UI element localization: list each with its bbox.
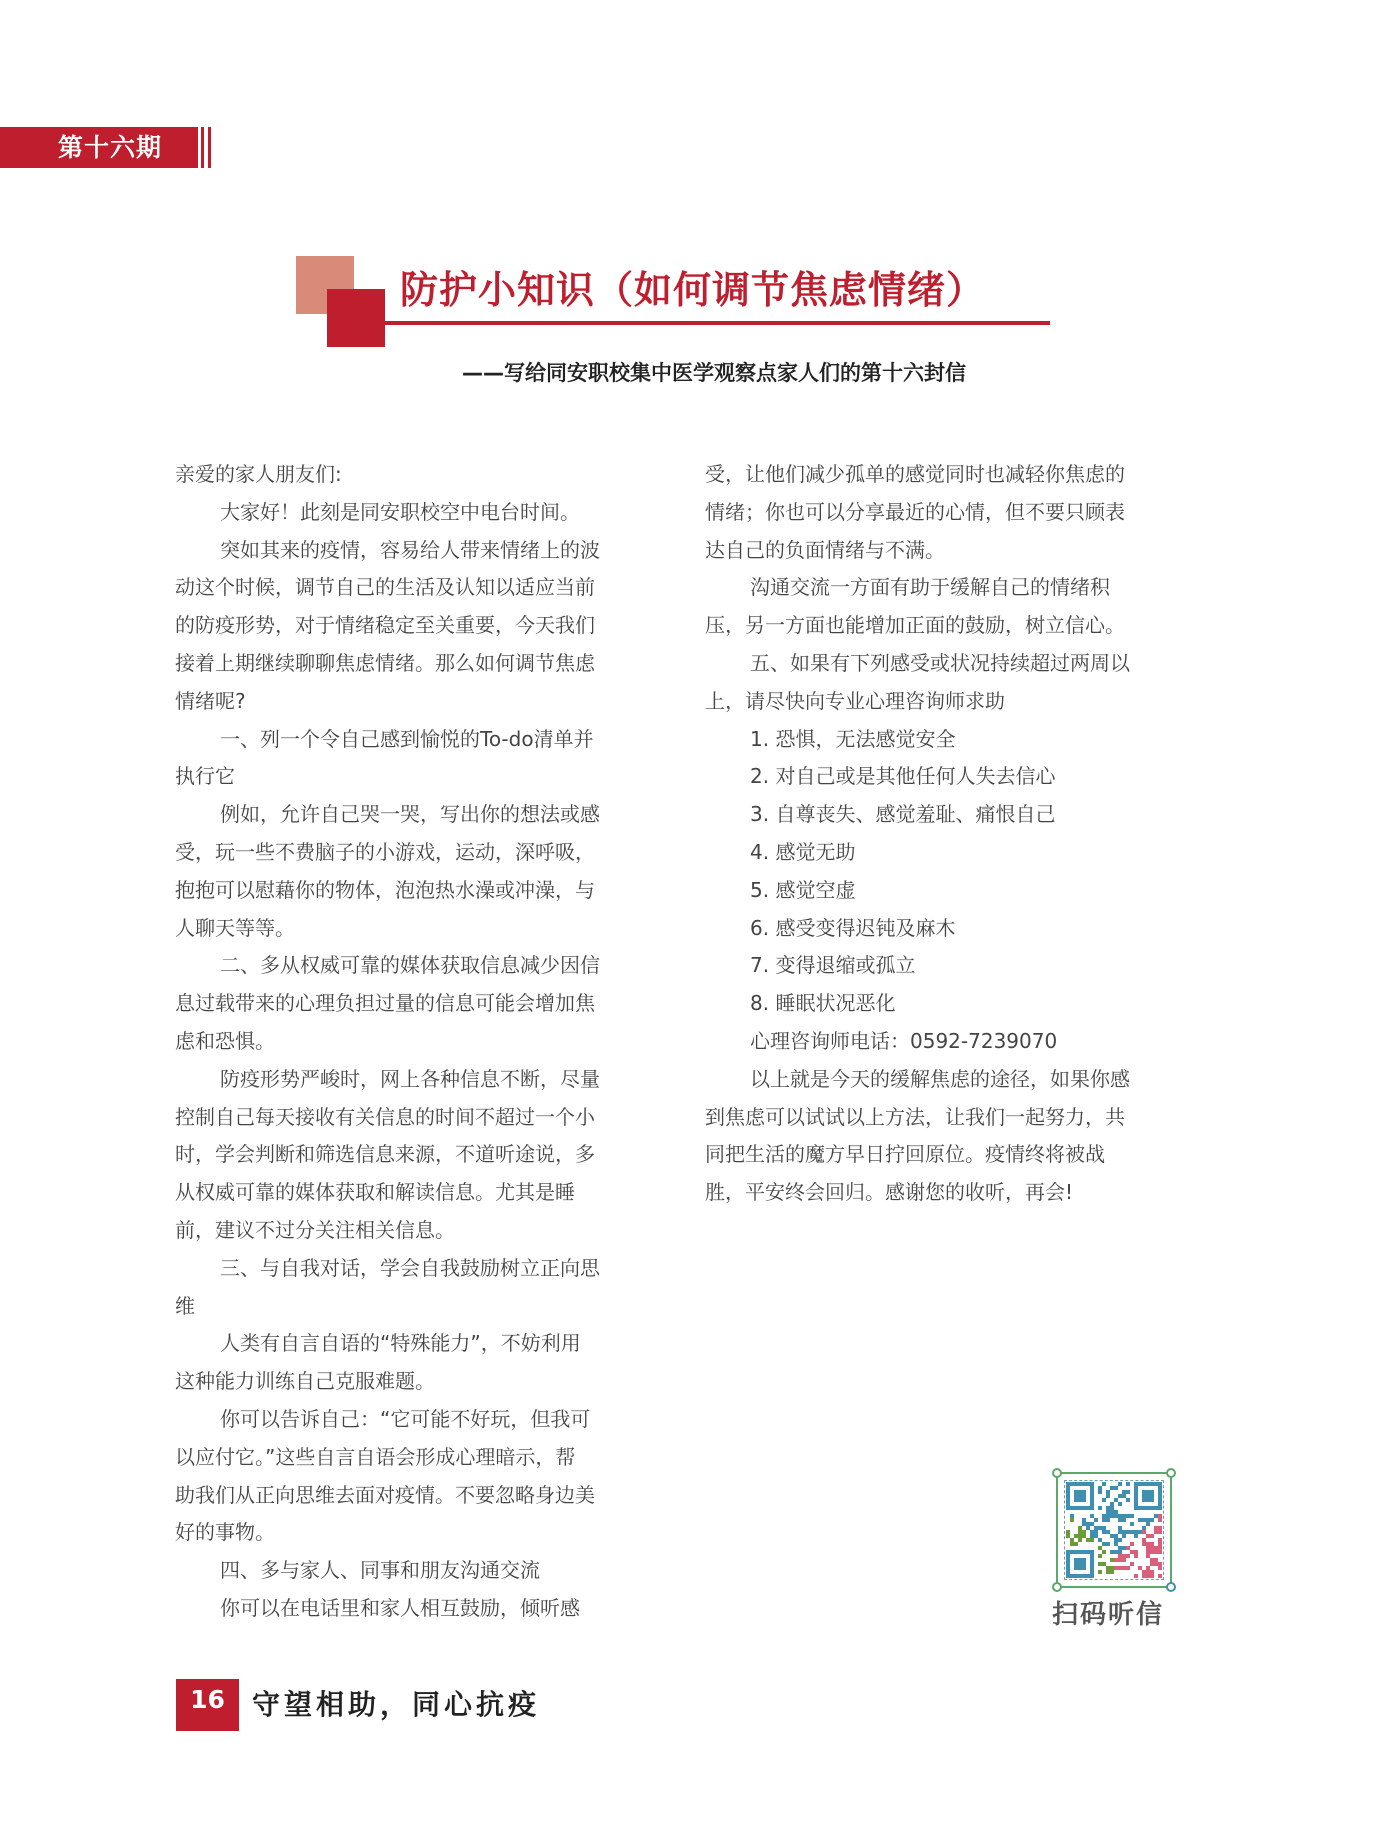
qr-module	[1078, 1526, 1082, 1530]
qr-module	[1110, 1502, 1114, 1506]
qr-module	[1158, 1566, 1162, 1570]
qr-module	[1118, 1558, 1122, 1562]
paragraph-line: 从权威可靠的媒体获取和解读信息。尤其是睡	[175, 1180, 575, 1205]
qr-module	[1098, 1526, 1102, 1530]
qr-module	[1070, 1538, 1074, 1542]
qr-corner-dot	[1052, 1468, 1062, 1478]
qr-module	[1146, 1574, 1150, 1578]
qr-module	[1090, 1538, 1094, 1542]
qr-module	[1118, 1514, 1122, 1518]
qr-module	[1086, 1538, 1090, 1542]
qr-module	[1150, 1542, 1154, 1546]
qr-module	[1150, 1570, 1154, 1574]
qr-module	[1110, 1550, 1114, 1554]
qr-module	[1102, 1542, 1106, 1546]
qr-finder-center	[1074, 1490, 1086, 1502]
paragraph-line: 大家好！此刻是同安职校空中电台时间。	[220, 499, 580, 524]
qr-module	[1114, 1498, 1118, 1502]
qr-module	[1122, 1530, 1126, 1534]
qr-module	[1142, 1570, 1146, 1574]
paragraph-line: 7. 变得退缩或孤立	[750, 953, 916, 978]
qr-finder-center	[1142, 1490, 1154, 1502]
paragraph-line: 沟通交流一方面有助于缓解自己的情绪积	[750, 575, 1110, 600]
article-subtitle: ——写给同安职校集中医学观察点家人们的第十六封信	[462, 361, 966, 385]
paragraph-line: 同把生活的魔方早日拧回原位。疫情终将被战	[705, 1142, 1105, 1167]
qr-module	[1134, 1550, 1138, 1554]
paragraph-line: 息过载带来的心理负担过量的信息可能会增加焦	[175, 991, 595, 1016]
qr-module	[1090, 1530, 1094, 1534]
qr-module	[1134, 1574, 1138, 1578]
qr-module	[1114, 1534, 1118, 1538]
qr-module	[1142, 1530, 1146, 1534]
paragraph-line: 动这个时候，调节自己的生活及认知以适应当前	[175, 575, 595, 600]
qr-module	[1066, 1530, 1070, 1534]
qr-module	[1158, 1526, 1162, 1530]
qr-module	[1078, 1538, 1082, 1542]
qr-module	[1138, 1518, 1142, 1522]
paragraph-line: 五、如果有下列感受或状况持续超过两周以	[750, 650, 1130, 675]
paragraph-line: 虑和恐惧。	[175, 1028, 275, 1053]
paragraph-line: 2. 对自己或是其他任何人失去信心	[750, 764, 1056, 789]
paragraph-line: 到焦虑可以试试以上方法，让我们一起努力，共	[705, 1104, 1125, 1129]
qr-module	[1118, 1494, 1122, 1498]
paragraph-line: 接着上期继续聊聊焦虑情绪。那么如何调节焦虑	[175, 650, 595, 675]
qr-module	[1118, 1526, 1122, 1530]
qr-module	[1098, 1570, 1102, 1574]
banner-stripe	[201, 127, 204, 168]
qr-module	[1146, 1546, 1150, 1550]
qr-module	[1102, 1514, 1106, 1518]
qr-label: 扫码听信	[1052, 1600, 1165, 1630]
paragraph-line: 以上就是今天的缓解焦虑的途径，如果你感	[750, 1066, 1130, 1091]
qr-module	[1158, 1550, 1162, 1554]
paragraph-line: 例如，允许自己哭一哭，写出你的想法或感	[220, 802, 600, 827]
qr-module	[1110, 1506, 1114, 1510]
qr-code-icon[interactable]	[1056, 1472, 1172, 1588]
title-underline	[385, 321, 1050, 325]
qr-module	[1110, 1558, 1114, 1562]
qr-module	[1106, 1530, 1110, 1534]
qr-module	[1110, 1486, 1114, 1490]
paragraph-line: 好的事物。	[175, 1520, 275, 1545]
qr-module	[1070, 1518, 1074, 1522]
paragraph-line: 胜，平安终会回归。感谢您的收听，再会!	[705, 1180, 1074, 1205]
qr-module	[1130, 1550, 1134, 1554]
qr-module	[1094, 1534, 1098, 1538]
paragraph-line: 达自己的负面情绪与不满。	[705, 537, 945, 562]
paragraph-line: 心理咨询师电话：0592-7239070	[750, 1028, 1058, 1053]
qr-module	[1106, 1494, 1110, 1498]
qr-module	[1078, 1534, 1082, 1538]
qr-module	[1126, 1566, 1130, 1570]
qr-module	[1118, 1530, 1122, 1534]
qr-module	[1114, 1486, 1118, 1490]
footer-slogan: 守望相助，同心抗疫	[252, 1688, 541, 1721]
qr-module	[1150, 1558, 1154, 1562]
qr-module	[1098, 1490, 1102, 1494]
qr-module	[1158, 1562, 1162, 1566]
qr-module	[1154, 1514, 1158, 1518]
qr-module	[1114, 1542, 1118, 1546]
paragraph-line: 四、多与家人、同事和朋友沟通交流	[220, 1558, 540, 1583]
paragraph-line: 亲爱的家人朋友们:	[175, 462, 342, 486]
paragraph-line: 受，玩一些不费脑子的小游戏，运动，深呼吸，	[175, 839, 595, 864]
qr-module	[1114, 1558, 1118, 1562]
qr-module	[1098, 1506, 1102, 1510]
qr-module	[1070, 1542, 1074, 1546]
qr-module	[1134, 1534, 1138, 1538]
qr-module	[1146, 1550, 1150, 1554]
qr-module	[1142, 1538, 1146, 1542]
qr-module	[1158, 1546, 1162, 1550]
qr-module	[1106, 1514, 1110, 1518]
qr-module	[1126, 1530, 1130, 1534]
qr-module	[1154, 1550, 1158, 1554]
qr-module	[1142, 1542, 1146, 1546]
qr-module	[1106, 1518, 1110, 1522]
paragraph-line: 执行它	[175, 764, 235, 789]
qr-module	[1142, 1526, 1146, 1530]
paragraph-line: 1. 恐惧，无法感觉安全	[750, 726, 956, 751]
qr-module	[1146, 1566, 1150, 1570]
paragraph-line: 3. 自尊丧失、感觉羞耻、痛恨自己	[750, 802, 1056, 827]
qr-pattern	[1066, 1482, 1162, 1578]
qr-module	[1118, 1538, 1122, 1542]
qr-module	[1090, 1522, 1094, 1526]
qr-module	[1106, 1542, 1110, 1546]
qr-module	[1146, 1554, 1150, 1558]
qr-module	[1130, 1562, 1134, 1566]
qr-module	[1110, 1566, 1114, 1570]
paragraph-line: 8. 睡眠状况恶化	[750, 991, 896, 1016]
article-title: 防护小知识（如何调节焦虑情绪）	[400, 268, 986, 312]
qr-module	[1074, 1542, 1078, 1546]
page-number: 16	[190, 1685, 225, 1714]
qr-module	[1150, 1562, 1154, 1566]
qr-module	[1158, 1530, 1162, 1534]
qr-module	[1118, 1566, 1122, 1570]
paragraph-line: 维	[175, 1293, 195, 1318]
qr-module	[1134, 1554, 1138, 1558]
qr-module	[1154, 1546, 1158, 1550]
qr-module	[1146, 1522, 1150, 1526]
qr-module	[1082, 1518, 1086, 1522]
qr-module	[1066, 1534, 1070, 1538]
qr-module	[1158, 1542, 1162, 1546]
qr-module	[1146, 1534, 1150, 1538]
qr-corner-dot	[1166, 1582, 1176, 1592]
qr-module	[1150, 1534, 1154, 1538]
qr-module	[1150, 1574, 1154, 1578]
qr-module	[1070, 1514, 1074, 1518]
banner-stripe	[208, 127, 211, 168]
paragraph-line: 上，请尽快向专业心理咨询师求助	[705, 688, 1005, 713]
qr-module	[1110, 1510, 1114, 1514]
paragraph-line: 这种能力训练自己克服难题。	[175, 1369, 435, 1394]
paragraph-line: 时，学会判断和筛选信息来源，不道听途说，多	[175, 1142, 595, 1167]
qr-module	[1110, 1514, 1114, 1518]
qr-module	[1126, 1554, 1130, 1558]
qr-module	[1146, 1518, 1150, 1522]
qr-module	[1102, 1550, 1106, 1554]
paragraph-line: 人聊天等等。	[175, 915, 295, 940]
qr-module	[1086, 1522, 1090, 1526]
qr-module	[1090, 1514, 1094, 1518]
qr-module	[1106, 1510, 1110, 1514]
paragraph-line: 情绪；你也可以分享最近的心情，但不要只顾表	[705, 499, 1125, 524]
paragraph-line: 4. 感觉无助	[750, 839, 856, 864]
qr-module	[1102, 1518, 1106, 1522]
paragraph-line: 二、多从权威可靠的媒体获取信息减少因信	[220, 953, 600, 978]
qr-module	[1118, 1482, 1122, 1486]
title-decor-square-dark	[327, 289, 385, 347]
paragraph-line: 以应付它。”这些自言自语会形成心理暗示，帮	[175, 1444, 576, 1469]
qr-module	[1118, 1502, 1122, 1506]
qr-module	[1126, 1546, 1130, 1550]
qr-module	[1146, 1570, 1150, 1574]
qr-module	[1134, 1530, 1138, 1534]
qr-module	[1110, 1534, 1114, 1538]
paragraph-line: 人类有自言自语的“特殊能力”，不妨利用	[220, 1331, 581, 1356]
qr-module	[1126, 1514, 1130, 1518]
qr-module	[1110, 1570, 1114, 1574]
qr-module	[1142, 1574, 1146, 1578]
qr-module	[1094, 1518, 1098, 1522]
qr-module	[1154, 1558, 1158, 1562]
qr-module	[1114, 1514, 1118, 1518]
qr-module	[1126, 1482, 1130, 1486]
qr-module	[1126, 1498, 1130, 1502]
qr-module	[1102, 1482, 1106, 1486]
qr-module	[1094, 1526, 1098, 1530]
qr-module	[1154, 1562, 1158, 1566]
paragraph-line: 受，让他们减少孤单的感觉同时也减轻你焦虑的	[705, 462, 1125, 486]
qr-module	[1146, 1542, 1150, 1546]
qr-module	[1130, 1542, 1134, 1546]
qr-module	[1102, 1530, 1106, 1534]
qr-module	[1158, 1574, 1162, 1578]
qr-module	[1106, 1566, 1110, 1570]
paragraph-line: 压，另一方面也能增加正面的鼓励，树立信心。	[705, 613, 1125, 638]
paragraph-line: 突如其来的疫情，容易给人带来情绪上的波	[220, 537, 600, 562]
qr-module	[1102, 1526, 1106, 1530]
qr-corner-dot	[1052, 1582, 1062, 1592]
qr-module	[1114, 1550, 1118, 1554]
qr-module	[1154, 1526, 1158, 1530]
qr-module	[1138, 1530, 1142, 1534]
qr-module	[1122, 1518, 1126, 1522]
qr-module	[1158, 1514, 1162, 1518]
qr-module	[1078, 1530, 1082, 1534]
qr-module	[1114, 1538, 1118, 1542]
qr-module	[1098, 1538, 1102, 1542]
qr-module	[1106, 1570, 1110, 1574]
issue-label: 第十六期	[58, 133, 163, 162]
qr-module	[1130, 1522, 1134, 1526]
qr-module	[1114, 1510, 1118, 1514]
qr-module	[1102, 1498, 1106, 1502]
qr-module	[1154, 1530, 1158, 1534]
qr-module	[1122, 1554, 1126, 1558]
qr-module	[1150, 1550, 1154, 1554]
qr-module	[1122, 1490, 1126, 1494]
qr-module	[1086, 1526, 1090, 1530]
qr-module	[1150, 1546, 1154, 1550]
qr-module	[1122, 1558, 1126, 1562]
qr-module	[1114, 1566, 1118, 1570]
qr-module	[1122, 1494, 1126, 1498]
qr-module	[1098, 1546, 1102, 1550]
qr-module	[1090, 1534, 1094, 1538]
paragraph-line: 控制自己每天接收有关信息的时间不超过一个小	[175, 1104, 595, 1129]
paragraph-line: 的防疫形势，对于情绪稳定至关重要，今天我们	[175, 613, 595, 638]
qr-module	[1106, 1490, 1110, 1494]
qr-module	[1122, 1546, 1126, 1550]
paragraph-line: 助我们从正向思维去面对疫情。不要忽略身边美	[175, 1482, 595, 1507]
qr-module	[1098, 1554, 1102, 1558]
qr-module	[1122, 1514, 1126, 1518]
qr-module	[1118, 1546, 1122, 1550]
paragraph-line: 前，建议不过分关注相关信息。	[175, 1217, 455, 1242]
qr-module	[1074, 1534, 1078, 1538]
qr-module	[1098, 1562, 1102, 1566]
qr-module	[1098, 1486, 1102, 1490]
qr-module	[1130, 1514, 1134, 1518]
paragraph-line: 防疫形势严峻时，网上各种信息不断，尽量	[220, 1066, 600, 1091]
qr-module	[1102, 1562, 1106, 1566]
paragraph-line: 6. 感受变得迟钝及麻木	[750, 915, 956, 940]
qr-module	[1122, 1534, 1126, 1538]
qr-module	[1094, 1530, 1098, 1534]
qr-module	[1082, 1534, 1086, 1538]
qr-module	[1158, 1518, 1162, 1522]
qr-module	[1158, 1538, 1162, 1542]
qr-corner-dot	[1166, 1468, 1176, 1478]
qr-module	[1082, 1530, 1086, 1534]
qr-module	[1126, 1490, 1130, 1494]
qr-module	[1118, 1518, 1122, 1522]
qr-module	[1138, 1566, 1142, 1570]
qr-module	[1150, 1518, 1154, 1522]
qr-module	[1082, 1522, 1086, 1526]
qr-finder-center	[1074, 1558, 1086, 1570]
paragraph-line: 一、列一个令自己感到愉悦的To-do清单并	[220, 726, 594, 751]
paragraph-line: 你可以在电话里和家人相互鼓励，倾听感	[220, 1595, 580, 1620]
qr-module	[1118, 1550, 1122, 1554]
body-column-left	[175, 456, 655, 1628]
qr-module	[1118, 1554, 1122, 1558]
qr-module	[1122, 1566, 1126, 1570]
paragraph-line: 抱抱可以慰藉你的物体，泡泡热水澡或冲澡，与	[175, 877, 595, 902]
qr-module	[1106, 1506, 1110, 1510]
paragraph-line: 三、与自我对话，学会自我鼓励树立正向思	[220, 1255, 600, 1280]
qr-module	[1142, 1518, 1146, 1522]
paragraph-line: 情绪呢?	[175, 688, 246, 713]
paragraph-line: 你可以告诉自己：“它可能不好玩，但我可	[220, 1406, 591, 1431]
paragraph-line: 5. 感觉空虚	[750, 877, 856, 902]
qr-module	[1130, 1530, 1134, 1534]
body-column-right	[705, 456, 1185, 1212]
